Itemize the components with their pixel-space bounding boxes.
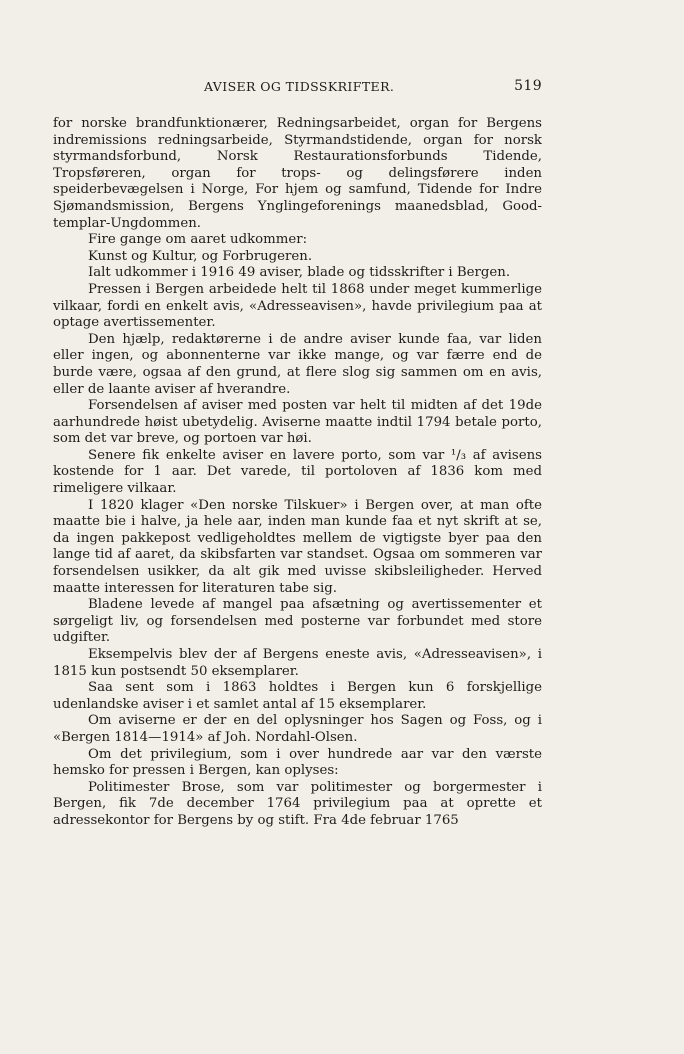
running-head: AVISER OG TIDSSKRIFTER. [204, 79, 395, 94]
paragraph: Den hjælp, redaktørerne i de andre aviser kunde faa, var liden eller ingen, og abonnenterne var ikke mange, og var færre end de burde være, ogsaa af den grund, at flere slog sig sammen om en avis, eller de laante aviser af hverandre. [53, 331, 542, 397]
paragraph: I 1820 klager «Den norske Tilskuer» i Bergen over, at man ofte maatte bie i halve, ja hele aar, inden man kunde faa et nyt skrift at se, da ingen pakkepost vedligeholdtes mellem de vigtigste byer paa den lange tid af aaret, da skibsfarten var standset. Ogsaa om sommeren var forsendelsen usikker, da alt gik med uvisse skibsleiligheder. Herved maatte interessen for literaturen tabe sig. [53, 497, 542, 596]
paragraph: Saa sent som i 1863 holdtes i Bergen kun 6 forskjellige udenlandske aviser i et samlet antal af 15 eksemplarer. [53, 680, 542, 712]
paragraph: Fire gange om aaret udkommer: [88, 232, 308, 248]
paragraph: Bladene levede af mangel paa afsætning og avertissementer et sørgeligt liv, og forsendelsen med posterne var forbundet med store udgifter. [53, 597, 542, 646]
paragraph: Om aviserne er der en del oplysninger hos Sagen og Foss, og i «Bergen 1814—1914» af Joh. Nordahl-Olsen. [53, 713, 542, 745]
paragraph: Kunst og Kultur, og Forbrugeren. [88, 248, 313, 264]
paragraph: Politimester Brose, som var politimester og borgermester i Bergen, fik 7de december 1764 privilegium paa at oprette et adressekontor for Bergens by og stift. Fra 4de februar 1765 [53, 779, 542, 828]
page-number: 519 [514, 78, 542, 94]
paragraph: Pressen i Bergen arbeidede helt til 1868 under meget kummerlige vilkaar, fordi en enkelt avis, «Adresseavisen», havde privilegium paa at optage avertissementer. [53, 281, 542, 331]
paragraph: Eksempelvis blev der af Bergens eneste avis, «Adresseavisen», i 1815 kun postsendt 50 eksemplarer. [53, 647, 542, 679]
paragraph: Senere fik enkelte aviser en lavere porto, som var ¹/₃ af avisens kostende for 1 aar. Det varede, til portoloven af 1836 kom med rimeligere vilkaar. [53, 447, 542, 497]
body-text [53, 116, 542, 830]
paragraph: Om det privilegium, som i over hundrede aar var den værste hemsko for pressen i Bergen, kan oplyses: [53, 746, 542, 779]
paragraph: for norske brandfunktionærer, Redningsarbeidet, organ for Bergens indremissions redningsarbeide, Styrmandstidende, organ for norsk styrmandsforbund, Norsk Restaurationsforbunds Tidende, Tropsføreren, organ for trops- og delingsførere inden speiderbevægelsen i Norge, For hjem og samfund, Tidende for Indre Sjømandsmission, Bergens Ynglingeforenings maanedsblad, Good-templar-Ungdommen. [53, 116, 542, 231]
paragraph: Forsendelsen af aviser med posten var helt til midten af det 19de aarhundrede høist ubetydelig. Aviserne maatte indtil 1794 betale porto, som det var breve, og portoen var høi. [53, 398, 542, 447]
paragraph: Ialt udkommer i 1916 49 aviser, blade og tidsskrifter i Bergen. [88, 265, 511, 281]
